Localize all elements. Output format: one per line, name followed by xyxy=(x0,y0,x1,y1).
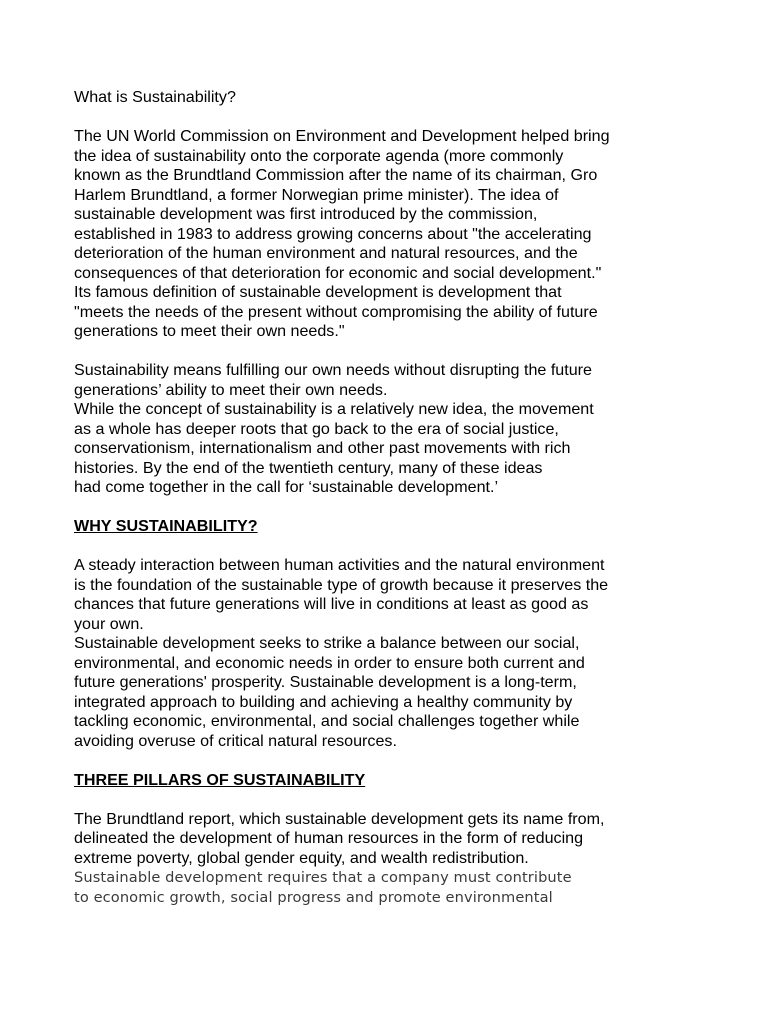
text-line: is the foundation of the sustainable type of growth because it preserves the xyxy=(74,575,609,594)
text-line: Sustainability means fulfilling our own needs without disrupting the future xyxy=(74,361,592,379)
text-line: Its famous definition of sustainable development is development that xyxy=(74,283,562,301)
text-line: to economic growth, social progress and promote environmental xyxy=(74,888,553,906)
paragraph-gap xyxy=(74,498,694,518)
text-line: the idea of sustainability onto the corporate agenda (more commonly xyxy=(74,146,564,165)
text-line: integrated approach to building and achieving a healthy community by xyxy=(74,692,573,711)
text-line: deterioration of the human environment and natural resources, and the xyxy=(74,244,578,262)
text-line: Sustainable development requires that a company must contribute xyxy=(74,869,572,886)
paragraph-gap xyxy=(74,790,694,810)
text-line: established in 1983 to address growing concerns about "the accelerating xyxy=(74,224,592,243)
paragraph-gap xyxy=(74,108,694,128)
text-line: tackling economic, environmental, and social challenges together while xyxy=(74,712,580,730)
text-line: your own. xyxy=(74,614,144,633)
text-line: sustainable development was first introduced by the commission, xyxy=(74,205,538,223)
text-line: known as the Brundtland Commission after the name of its chairman, Gro xyxy=(74,166,598,184)
paragraph-meaning xyxy=(74,361,694,498)
paragraph-gap xyxy=(74,342,694,362)
paragraph-gap xyxy=(74,537,694,557)
text-line: future generations' prosperity. Sustainable development is a long-term, xyxy=(74,673,577,691)
paragraph-pillars xyxy=(74,810,694,908)
text-line: as a whole has deeper roots that go back to the era of social justice, xyxy=(74,419,559,438)
text-line: conservationism, internationalism and other past movements with rich xyxy=(74,439,571,457)
text-line: environmental, and economic needs in order to ensure both current and xyxy=(74,653,585,672)
text-line: generations’ ability to meet their own needs. xyxy=(74,380,388,399)
text-line: histories. By the end of the twentieth century, many of these ideas xyxy=(74,458,543,477)
paragraph-commission xyxy=(74,127,694,342)
paragraph-gap xyxy=(74,751,694,771)
text-line: A steady interaction between human activities and the natural environment xyxy=(74,556,605,574)
text-line: extreme poverty, global gender equity, and wealth redistribution. xyxy=(74,848,529,867)
text-line: consequences of that deterioration for economic and social development." xyxy=(74,263,602,282)
section-heading-pillars: THREE PILLARS OF SUSTAINABILITY xyxy=(74,770,366,789)
text-line: Harlem Brundtland, a former Norwegian prime minister). The idea of xyxy=(74,185,559,204)
text-line: chances that future generations will live in conditions at least as good as xyxy=(74,595,589,613)
document-title: What is Sustainability? xyxy=(74,88,236,106)
paragraph-why xyxy=(74,556,694,751)
text-line: "meets the needs of the present without compromising the ability of future xyxy=(74,302,598,321)
text-line: had come together in the call for ‘sustainable development.’ xyxy=(74,478,499,496)
text-line: avoiding overuse of critical natural resources. xyxy=(74,731,397,750)
document-page xyxy=(74,88,694,907)
text-line: generations to meet their own needs." xyxy=(74,322,345,340)
section-heading-why: WHY SUSTAINABILITY? xyxy=(74,517,258,535)
text-line: The Brundtland report, which sustainable development gets its name from, xyxy=(74,809,605,828)
text-line: The UN World Commission on Environment and Development helped bring xyxy=(74,127,610,145)
text-line: delineated the development of human resources in the form of reducing xyxy=(74,829,584,847)
text-line: While the concept of sustainability is a relatively new idea, the movement xyxy=(74,400,594,418)
text-line: Sustainable development seeks to strike a balance between our social, xyxy=(74,634,580,652)
